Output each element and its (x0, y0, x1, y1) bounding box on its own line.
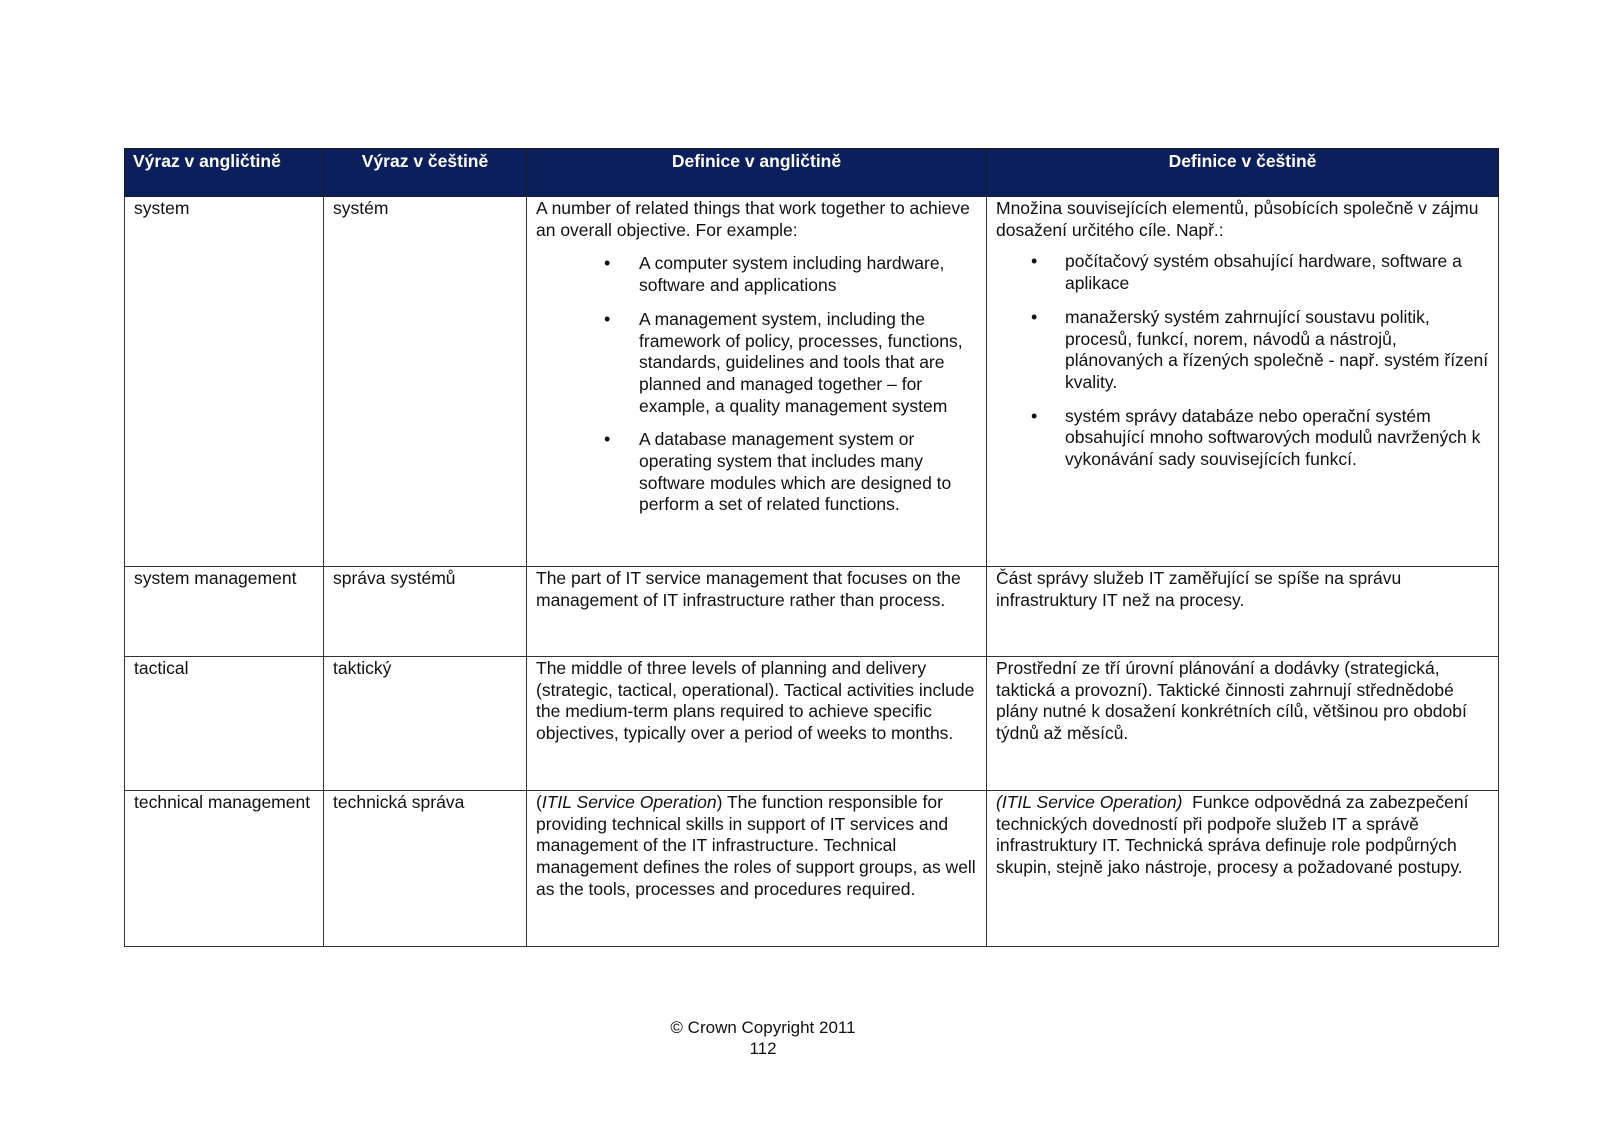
table-row (125, 567, 1499, 657)
term-cz: technická správa (324, 791, 527, 947)
term-cz: správa systémů (324, 567, 527, 657)
list-item: • systém správy databáze nebo operační systém obsahující mnoho softwarových modulů navržených k vykonávání sady souvisejících funkcí. (996, 406, 1489, 471)
definition-cz-intro: Množina souvisejících elementů, působících společně v zájmu dosažení určitého cíle. Např.: (996, 198, 1479, 240)
list-item: • A database management system or operating system that includes many software modules which are designed to perform a set of related functions. (536, 429, 977, 516)
source-reference: (ITIL Service Operation) (996, 792, 1183, 812)
list-item: • A computer system including hardware, software and applications (536, 253, 977, 296)
header-definition-cz: Definice v češtině (987, 149, 1499, 197)
definition-en (527, 197, 987, 567)
table-row (125, 657, 1499, 791)
definition-cz-bullets (996, 251, 1489, 470)
list-item: • A management system, including the framework of policy, processes, functions, standards, guidelines and tools that are planned and managed together – for example, a quality management system (536, 309, 977, 418)
list-item: • manažerský systém zahrnující soustavu politik, procesů, funkcí, norem, návodů a nástrojů, plánovaných a řízených společně - např. systém řízení kvality. (996, 307, 1489, 394)
term-en: system management (125, 567, 324, 657)
definition-en-intro: A number of related things that work together to achieve an overall objective. For example: (536, 198, 970, 240)
definition-en-text: ) The function responsible for providing technical skills in support of IT services and management of the IT infrastructure. Technical management defines the roles of support groups, as well as the tools, processes and procedures required. (536, 792, 976, 899)
header-definition-en: Definice v angličtině (527, 149, 987, 197)
definition-en: The part of IT service management that focuses on the management of IT infrastructure rather than process. (527, 567, 987, 657)
paren-open: ( (536, 792, 542, 812)
term-en: system (125, 197, 324, 567)
list-item: • počítačový systém obsahující hardware, software a aplikace (996, 251, 1489, 294)
definition-en (527, 791, 987, 947)
definition-en: The middle of three levels of planning and delivery (strategic, tactical, operational). Tactical activities include the medium-term plans required to achieve specific objectives, typically over a period of weeks to months. (527, 657, 987, 791)
definition-cz: Část správy služeb IT zaměřující se spíše na správu infrastruktury IT než na procesy. (987, 567, 1499, 657)
term-en: technical management (125, 791, 324, 947)
header-term-cz: Výraz v češtině (324, 149, 527, 197)
page-number: 112 (749, 1039, 777, 1058)
definition-cz: Prostřední ze tří úrovní plánování a dodávky (strategická, taktická a provozní). Taktické činnosti zahrnují střednědobé plány nutné k dosažení konkrétních cílů, většinou pro období týdnů až měsíců. (987, 657, 1499, 791)
term-cz: taktický (324, 657, 527, 791)
term-cz: systém (324, 197, 527, 567)
definition-en-bullets (536, 253, 977, 516)
header-term-en: Výraz v angličtině (125, 149, 324, 197)
glossary-table (124, 148, 1499, 947)
table-header-row (125, 149, 1499, 197)
source-reference: ITIL Service Operation (541, 792, 717, 812)
term-en: tactical (125, 657, 324, 791)
copyright-notice: © Crown Copyright 2011 (670, 1018, 856, 1037)
definition-cz-text: Funkce odpovědná za zabezpečení technických dovedností při podpoře služeb IT a správě infrastruktury IT. Technická správa definuje role podpůrných skupin, stejně jako nástroje, procesy a požadované postupy. (996, 792, 1474, 878)
definition-cz (987, 791, 1499, 947)
table-row (125, 791, 1499, 947)
definition-cz (987, 197, 1499, 567)
table-row (125, 197, 1499, 567)
